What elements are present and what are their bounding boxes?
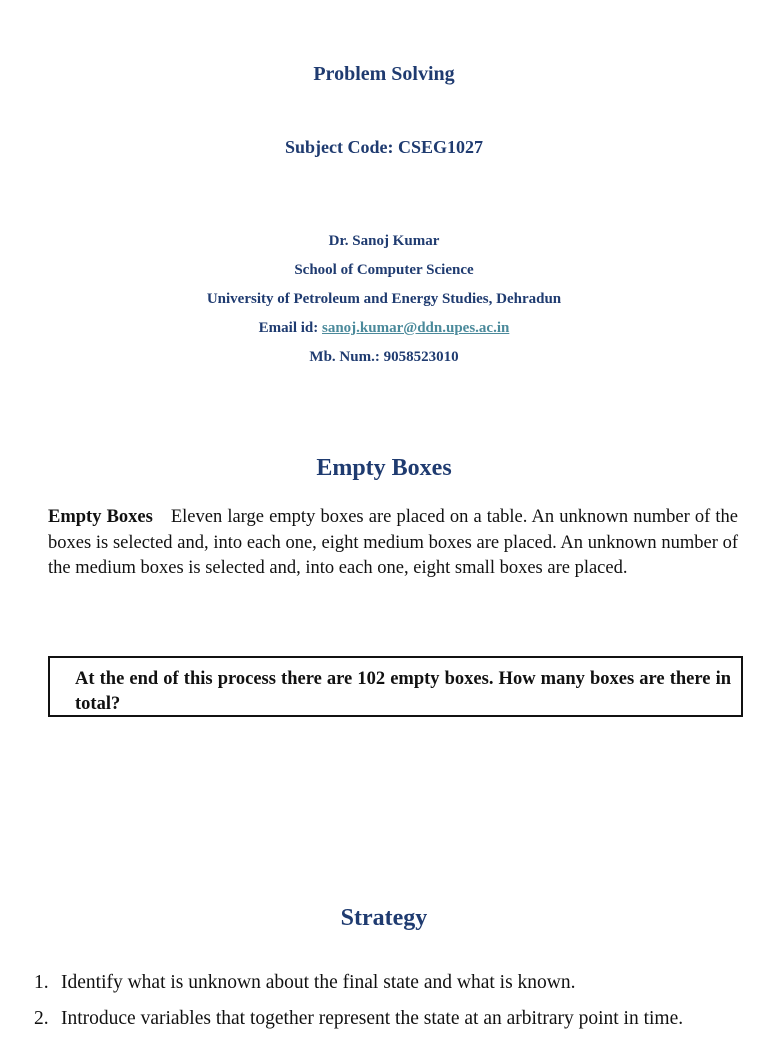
author-name: Dr. Sanoj Kumar	[328, 233, 440, 249]
page-title: Problem Solving	[313, 63, 455, 85]
problem-label: Empty Boxes	[48, 507, 153, 527]
author-email-line	[0, 314, 768, 343]
list-item	[34, 965, 764, 1001]
list-item	[34, 1001, 764, 1037]
author-info	[0, 227, 768, 372]
section-heading-strategy: Strategy	[340, 905, 428, 931]
problem-statement	[48, 505, 738, 582]
list-item-text: Identify what is unknown about the final state and what is known.	[61, 972, 576, 993]
list-item-number: 2.	[34, 1008, 49, 1029]
question-text: At the end of this process there are 102 empty boxes. How many boxes are there in total?	[75, 669, 731, 714]
email-label: Email id:	[258, 320, 322, 336]
list-item-number: 1.	[34, 972, 49, 993]
strategy-list	[34, 965, 764, 1037]
author-mobile: Mb. Num.: 9058523010	[309, 349, 459, 365]
section-heading-empty-boxes: Empty Boxes	[316, 455, 452, 481]
email-link[interactable]: sanoj.kumar@ddn.upes.ac.in	[322, 320, 510, 336]
subject-code: Subject Code: CSEG1027	[284, 137, 483, 157]
problem-body: Eleven large empty boxes are placed on a table. An unknown number of the boxes is selected and, into each one, eight medium boxes are placed. An unknown number of the medium boxes is selected and, into each one, eight small boxes are placed.	[48, 507, 738, 578]
question-box	[48, 656, 743, 717]
author-university: University of Petroleum and Energy Studies, Dehradun	[206, 291, 562, 307]
author-school: School of Computer Science	[294, 262, 474, 278]
list-item-text: Introduce variables that together represent the state at an arbitrary point in time.	[61, 1008, 684, 1029]
